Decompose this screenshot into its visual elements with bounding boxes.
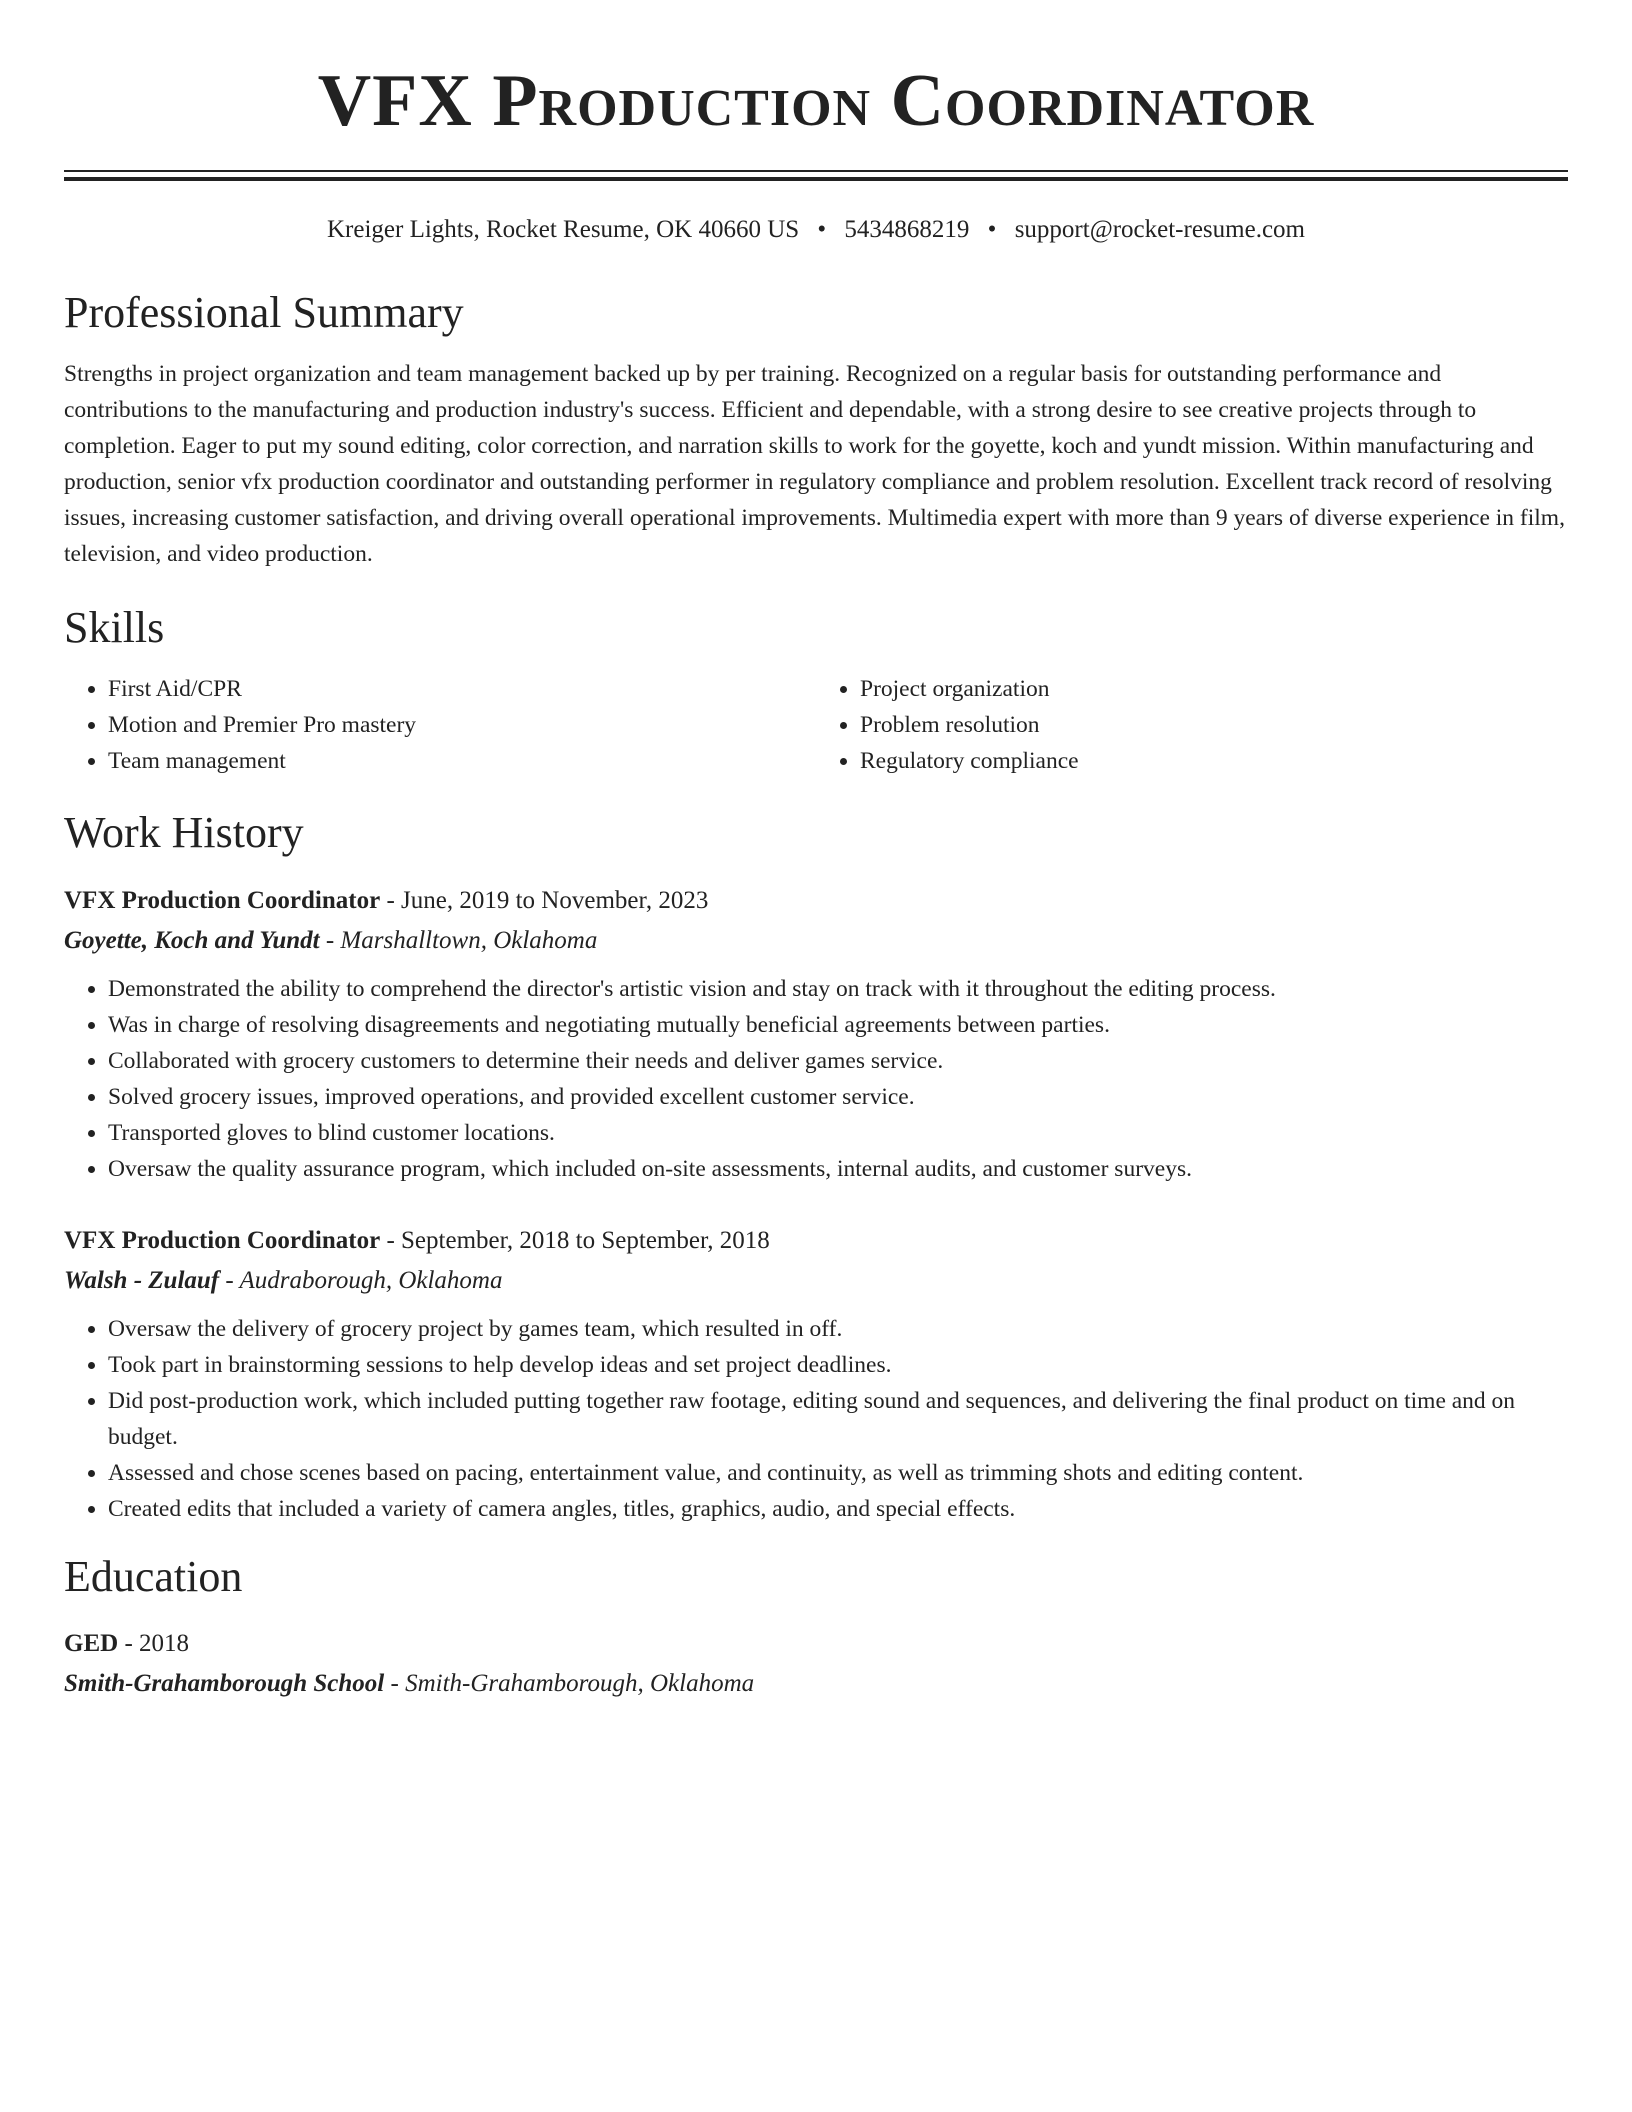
education-year: - 2018 [118, 1630, 190, 1658]
job-bullet: • Collaborated with grocery customers to determine their needs and deliver games service. [108, 1043, 1568, 1079]
education-school: Smith-Grahamborough School [64, 1670, 385, 1698]
company-line [64, 1261, 1568, 1301]
resume-title: VFX Production Coordinator [317, 60, 1315, 142]
contact-address: Kreiger Lights, Rocket Resume, OK 40660 US [327, 216, 800, 243]
title-divider [64, 170, 1568, 181]
skill-item: • Team management [108, 743, 816, 779]
summary-text: Strengths in project organization and team management backed up by per training. Recognized on a regular basis for outstanding performance and contributions to the manufacturing and production industry's success. Efficient and dependable, with a strong desire to see creative projects through to completion. Eager to put my sound editing, color correction, and narration skills to work for the goyette, koch and yundt mission. Within manufacturing and production, senior vfx production coordinator and outstanding performer in regulatory compliance and problem resolution. Excellent track record of resolving issues, increasing customer satisfaction, and driving overall operational improvements. Multimedia expert with more than 9 years of diverse experience in film, television, and video production. [64, 360, 1565, 567]
job-bullet: • Oversaw the quality assurance program, which included on-site assessments, internal audits, and customer surveys. [108, 1151, 1568, 1187]
skills-list [64, 671, 1568, 779]
job-bullet: • Was in charge of resolving disagreements and negotiating mutually beneficial agreements between parties. [108, 1007, 1568, 1043]
job-title: VFX Production Coordinator [64, 1227, 381, 1255]
contact-separator: • [987, 216, 997, 243]
skill-item: • First Aid/CPR [108, 671, 816, 707]
contact-phone: 5434868219 [844, 216, 970, 243]
job-header [64, 1221, 1568, 1261]
section-heading-work-history: Work History [64, 807, 304, 857]
job-entry [64, 881, 1568, 1187]
job-bullet: • Created edits that included a variety of camera angles, titles, graphics, audio, and special effects. [108, 1491, 1568, 1527]
skills-column-right [816, 671, 1568, 779]
contact-line [64, 215, 1568, 245]
job-dates: - September, 2018 to September, 2018 [380, 1227, 770, 1255]
job-bullet: • Solved grocery issues, improved operations, and provided excellent customer service. [108, 1079, 1568, 1115]
contact-separator: • [817, 216, 827, 243]
job-bullet: • Transported gloves to blind customer locations. [108, 1115, 1568, 1151]
education-entry [64, 1624, 1568, 1704]
education-degree-line [64, 1624, 1568, 1664]
job-bullets [64, 971, 1568, 1187]
job-bullet: • Assessed and chose scenes based on pacing, entertainment value, and continuity, as well as trimming shots and editing content. [108, 1455, 1568, 1491]
skills-column-left [64, 671, 816, 779]
job-bullet: • Oversaw the delivery of grocery project by games team, which resulted in off. [108, 1311, 1568, 1347]
job-header [64, 881, 1568, 921]
job-bullet: • Did post-production work, which included putting together raw footage, editing sound and sequences, and delivering the final product on time and on budget. [108, 1383, 1568, 1455]
education-location: - Smith-Grahamborough, Oklahoma [384, 1670, 755, 1698]
skill-item: • Regulatory compliance [860, 743, 1568, 779]
section-heading-education: Education [64, 1552, 243, 1602]
company-line [64, 921, 1568, 961]
job-bullets [64, 1311, 1568, 1527]
skill-item: • Problem resolution [860, 707, 1568, 743]
company-name: Walsh - Zulauf [64, 1267, 220, 1295]
company-name: Goyette, Koch and Yundt [64, 927, 320, 955]
contact-email: support@rocket-resume.com [1014, 216, 1305, 243]
skill-item: • Motion and Premier Pro mastery [108, 707, 816, 743]
job-bullet: • Demonstrated the ability to comprehend the director's artistic vision and stay on track with it throughout the editing process. [108, 971, 1568, 1007]
section-heading-summary: Professional Summary [64, 288, 464, 337]
company-location: - Audraborough, Oklahoma [219, 1267, 503, 1295]
education-degree: GED [64, 1630, 119, 1658]
section-heading-skills: Skills [64, 602, 165, 652]
job-entry [64, 1221, 1568, 1527]
education-school-line [64, 1664, 1568, 1704]
job-title: VFX Production Coordinator [64, 887, 381, 915]
job-bullet: • Took part in brainstorming sessions to help develop ideas and set project deadlines. [108, 1347, 1568, 1383]
company-location: - Marshalltown, Oklahoma [319, 927, 598, 955]
skill-item: • Project organization [860, 671, 1568, 707]
job-dates: - June, 2019 to November, 2023 [380, 887, 709, 915]
